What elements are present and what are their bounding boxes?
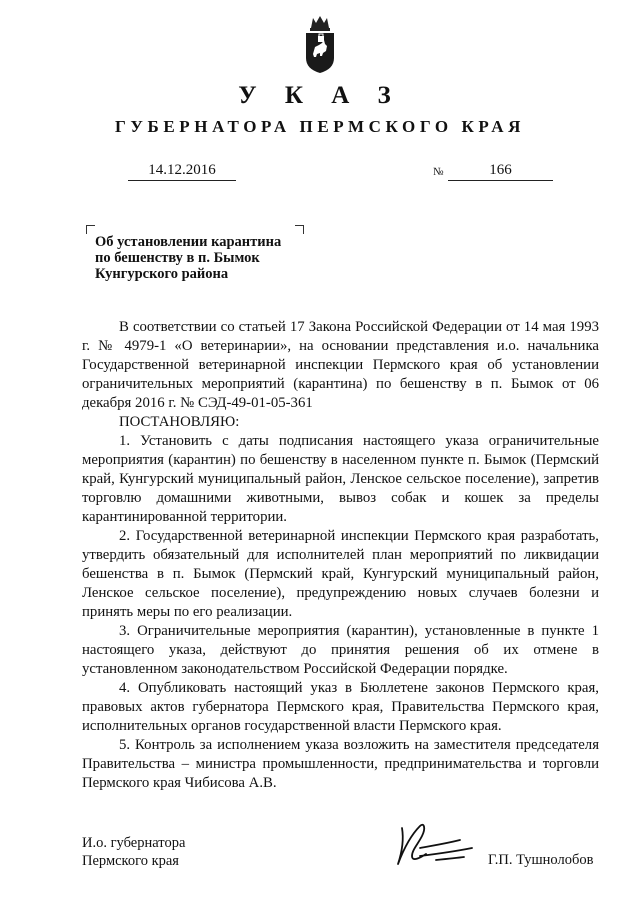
handwritten-signature-icon: [390, 818, 480, 870]
document-subtitle: ГУБЕРНАТОРА ПЕРМСКОГО КРАЯ: [115, 117, 525, 136]
document-title: У К А З: [238, 82, 402, 109]
document-number: 166: [489, 162, 512, 178]
decree-item: 5. Контроль за исполнением указа возложить на заместителя председателя Правительства – министра промышленности, предпринимательства и торговли Пермского края Чибисова А.В.: [82, 737, 599, 791]
number-label: №: [433, 166, 444, 178]
coat-of-arms-icon: [303, 14, 337, 74]
position-line: И.о. губернатора: [82, 835, 186, 851]
decree-item: 4. Опубликовать настоящий указ в Бюллетене законов Пермского края, правовых актов губернатора Пермского края, Правительства Пермского края, исполнительных органов государственной власти Пермского края.: [82, 680, 599, 734]
heading-line: по бешенству в п. Бымок: [95, 250, 260, 266]
document-date: 14.12.2016: [148, 162, 216, 178]
position-line: Пермского края: [82, 853, 179, 869]
decree-item: 2. Государственной ветеринарной инспекции Пермского края разработать, утвердить обязательный для исполнителей план мероприятий по ликвидации бешенства в п. Бымок (Пермский край, Кунгурский муниципальный район, Ленское сельское поселение), предупреждению новых случаев болезни и принять меры по его реализации.: [82, 528, 599, 620]
document-body: [82, 318, 599, 793]
heading-line: Об установлении карантина: [95, 234, 282, 250]
signatory-name: Г.П. Тушнолобов: [488, 852, 594, 868]
preamble-paragraph: В соответствии со статьей 17 Закона Российской Федерации от 14 мая 1993 г. № 4979-1 «О ветеринарии», на основании представления и.о. начальника Государственной ветеринарной инспекции Пермского края об установлении ограничительных мероприятий (карантина) по бешенству в п. Бымок от 06 декабря 2016 г. № СЭД-49-01-05-361: [82, 319, 599, 411]
date-underline: [128, 180, 236, 181]
heading-corner-right: [295, 225, 304, 234]
signatory-position: [82, 834, 185, 870]
heading-corner-left: [86, 225, 95, 234]
number-underline: [448, 180, 553, 181]
decree-item: 3. Ограничительные мероприятия (карантин), установленные в пункте 1 настоящего указа, действуют до принятия решения об их отмене в установленном законодательством Российской Федерации порядке.: [82, 623, 599, 677]
decree-word: ПОСТАНОВЛЯЮ:: [119, 414, 240, 430]
decree-item: 1. Установить с даты подписания настоящего указа ограничительные мероприятия (карантин) по бешенству в населенном пункте п. Бымок (Пермский край, Кунгурский муниципальный район, Ленское сельское поселение), запретив торговлю домашними животными, вывоз собак и кошек за пределы карантинированной территории.: [82, 433, 599, 525]
heading-line: Кунгурского района: [95, 266, 229, 282]
document-heading: [95, 234, 355, 282]
